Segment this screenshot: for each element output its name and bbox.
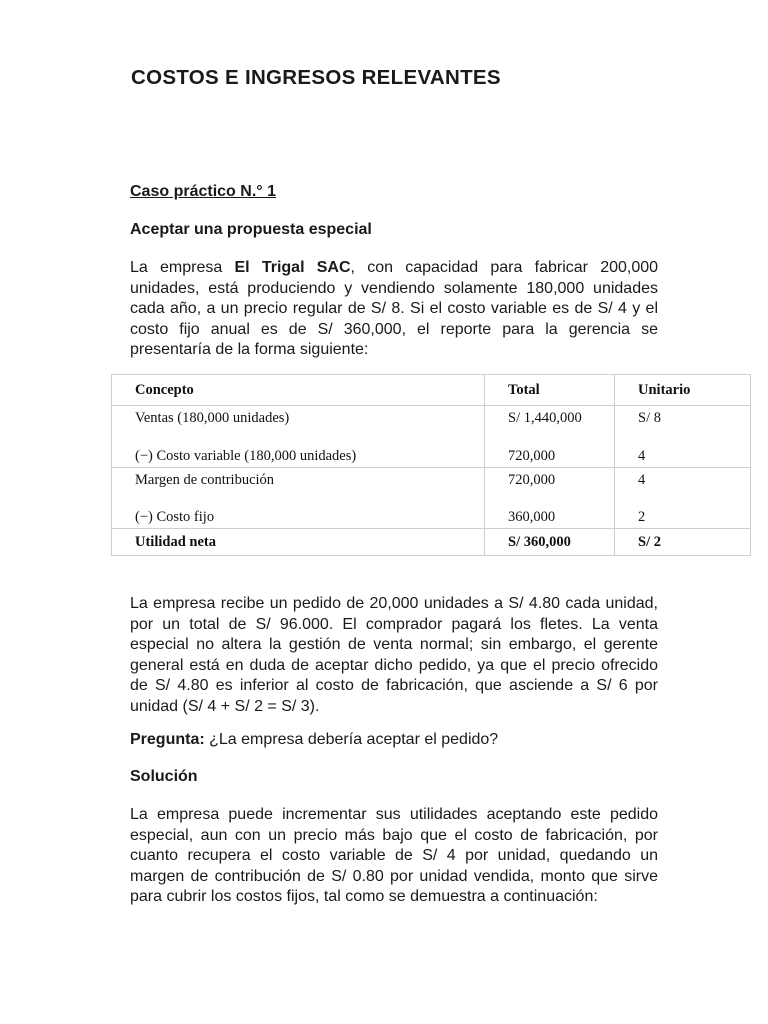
header-concepto: Concepto: [112, 375, 485, 406]
table-total-row: [112, 529, 751, 556]
cell-total: [485, 468, 615, 529]
cell-text: 4: [638, 448, 646, 464]
case-subtitle: Aceptar una propuesta especial: [130, 221, 372, 238]
cell-total: [485, 406, 615, 468]
cell-concepto: [112, 468, 485, 529]
cell-text: 360,000: [508, 509, 556, 525]
document-title: COSTOS E INGRESOS RELEVANTES: [131, 66, 501, 89]
header-unitario: Unitario: [615, 375, 751, 406]
solution-paragraph: La empresa puede incrementar sus utilidades aceptando este pedido especial, aun con un precio más bajo que el costo de fabricación, por cuanto recupera el costo variable de S/ 4 por unidad, quedando un margen de contribución de S/ 0.80 por unidad vendida, monto que sirve para cubrir los costos fijos, tal como se demuestra a continuación:: [130, 806, 658, 905]
cell-concepto: [112, 406, 485, 468]
order-paragraph: La empresa recibe un pedido de 20,000 unidades a S/ 4.80 cada unidad, por un total de S/ 96.000. El comprador pagará los fletes. La venta especial no altera la gestión de venta normal; sin embargo, el gerente general está en duda de aceptar dicho pedido, ya que el precio ofrecido de S/ 4.80 es inferior al costo de fabricación, que asciende a S/ 6 por unidad (S/ 4 + S/ 2 = S/ 3).: [130, 595, 658, 715]
cell-text: (−) Costo variable (180,000 unidades): [135, 448, 357, 464]
table-header-row: [112, 375, 751, 406]
case-title: Caso práctico N.° 1: [130, 183, 276, 200]
cell-unitario: [615, 406, 751, 468]
cell-unitario: [615, 468, 751, 529]
company-name: El Trigal SAC: [234, 259, 351, 276]
cell-text: 4: [638, 472, 646, 488]
intro-text-start: La empresa: [130, 259, 235, 276]
cell-text: S/ 1,440,000: [508, 410, 582, 426]
cell-text: S/ 8: [638, 410, 661, 426]
intro-text-rest: , con capacidad para fabricar 200,000 unidades, está produciendo y vendiendo solamente 180,000 unidades cada año, a un precio regular de S/ 8. Si el costo variable es de S/ 4 y el costo fijo anual es de S/ 360,000, el reporte para la gerencia se presentaría de la forma siguiente:: [130, 259, 659, 358]
table-row: [112, 406, 751, 468]
cell-text: (−) Costo fijo: [135, 509, 215, 525]
cell-text: Ventas (180,000 unidades): [135, 410, 290, 426]
report-table: [111, 374, 751, 556]
intro-paragraph: [130, 258, 658, 361]
table-row: [112, 468, 751, 529]
question-text: ¿La empresa debería aceptar el pedido?: [204, 731, 499, 748]
solution-title: Solución: [130, 768, 198, 785]
cell-text: 2: [638, 509, 646, 525]
cell-text: 720,000: [508, 472, 556, 488]
question-line: [130, 731, 498, 749]
cell-text: 720,000: [508, 448, 556, 464]
cell-unitario: S/ 2: [615, 529, 751, 556]
cell-concepto: Utilidad neta: [112, 529, 485, 556]
question-label: Pregunta:: [130, 731, 205, 748]
cell-total: S/ 360,000: [485, 529, 615, 556]
header-total: Total: [485, 375, 615, 406]
cell-text: Margen de contribución: [135, 472, 275, 488]
